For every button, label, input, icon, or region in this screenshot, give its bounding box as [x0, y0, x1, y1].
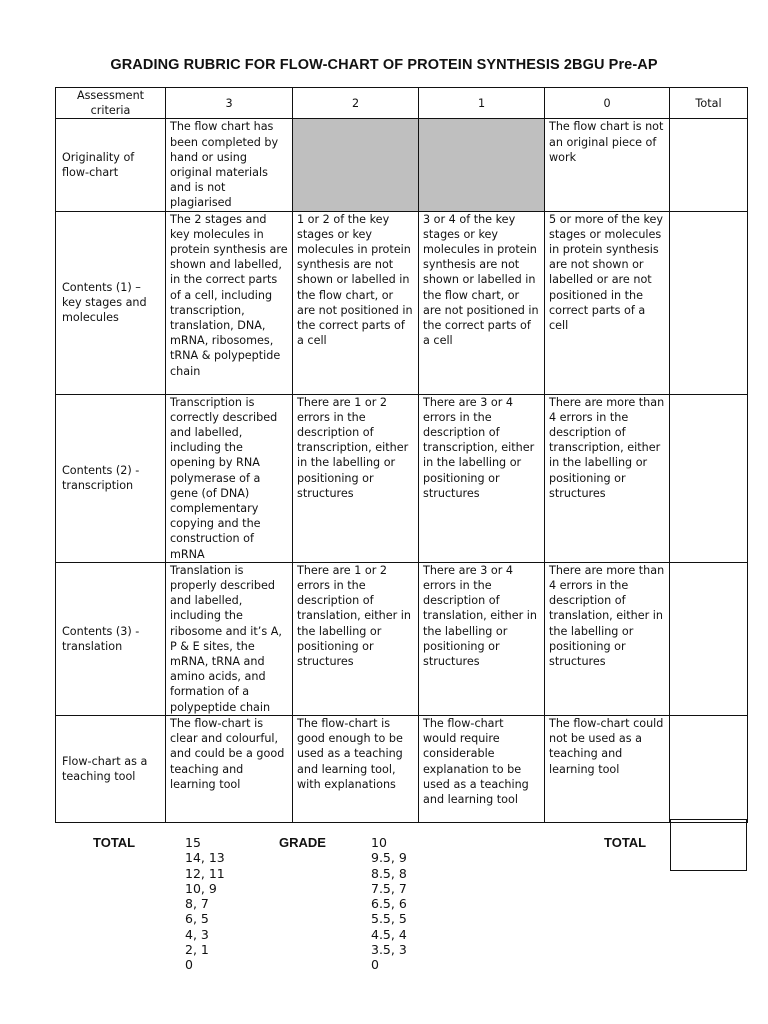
- score-2-cell: There are 1 or 2 errors in the description of translation, either in the labelling or positioning or structures: [293, 562, 419, 715]
- header-score-0: 0: [545, 88, 670, 119]
- score-2-cell: The flow-chart is good enough to be used as a teaching and learning tool, with explanations: [293, 715, 419, 822]
- list-item: 10: [371, 835, 387, 850]
- list-item: 5.5, 5: [371, 911, 407, 927]
- header-total: Total: [670, 88, 748, 119]
- score-0-cell: The flow-chart could not be used as a teaching and learning tool: [545, 715, 670, 822]
- score-1-cell: The flow-chart would require considerable explanation to be used as a teaching and learning tool: [419, 715, 545, 822]
- table-row: [56, 715, 748, 822]
- list-item: 14, 13: [185, 850, 225, 866]
- list-item: 10, 9: [185, 880, 217, 896]
- final-total-box[interactable]: [670, 819, 747, 871]
- list-item: 0: [185, 957, 193, 973]
- score-0-cell: 5 or more of the key stages or molecules in protein synthesis are not shown or labelled or are not positioned in the correct parts of a cell: [545, 211, 670, 394]
- list-item: 8, 7: [185, 896, 209, 912]
- total-cell[interactable]: [670, 211, 748, 394]
- header-score-2: 2: [293, 88, 419, 119]
- total-cell[interactable]: [670, 562, 748, 715]
- list-item: 2, 1: [185, 942, 209, 958]
- criteria-cell: Contents (1) – key stages and molecules: [56, 211, 166, 394]
- score-0-cell: The flow chart is not an original piece of work: [545, 119, 670, 211]
- criteria-cell: Flow-chart as a teaching tool: [56, 715, 166, 822]
- list-item: 6, 5: [185, 911, 209, 927]
- table-row: [56, 119, 748, 211]
- list-item: 6.5, 6: [371, 896, 407, 912]
- total-scores-list: [185, 835, 225, 973]
- list-item: 4, 3: [185, 926, 209, 942]
- list-item: 3.5, 3: [371, 942, 407, 958]
- score-3-cell: The flow-chart is clear and colourful, and could be a good teaching and learning tool: [166, 715, 293, 822]
- score-2-cell: There are 1 or 2 errors in the description of transcription, either in the labelling or positioning or structures: [293, 394, 419, 562]
- header-score-1: 1: [419, 88, 545, 119]
- score-0-cell: There are more than 4 errors in the description of translation, either in the labelling or positioning or structures: [545, 562, 670, 715]
- total-cell[interactable]: [670, 119, 748, 211]
- score-3-cell: Transcription is correctly described and labelled, including the opening by RNA polymerase of a gene (of DNA) complementary copying and the construction of mRNA: [166, 394, 293, 562]
- score-2-cell: 1 or 2 of the key stages or key molecules in protein synthesis are not shown or labelled in the flow chart, or are not positioned in the correct parts of a cell: [293, 211, 419, 394]
- list-item: 4.5, 4: [371, 926, 407, 942]
- list-item: 8.5, 8: [371, 865, 407, 881]
- table-row: [56, 211, 748, 394]
- score-3-cell: The 2 stages and key molecules in protein synthesis are shown and labelled, in the correct parts of a cell, including transcription, translation, DNA, mRNA, ribosomes, tRNA & polypeptide chain: [166, 211, 293, 394]
- list-item: 0: [371, 957, 379, 973]
- list-item: 9.5, 9: [371, 850, 407, 866]
- criteria-cell: Originality of flow-chart: [56, 119, 166, 211]
- score-1-cell-shaded: [419, 119, 545, 211]
- score-1-cell: There are 3 or 4 errors in the description of transcription, either in the labelling or positioning or structures: [419, 394, 545, 562]
- score-3-cell: Translation is properly described and labelled, including the ribosome and it’s A, P & E sites, the mRNA, tRNA and amino acids, and formation of a polypeptide chain: [166, 562, 293, 715]
- total-cell[interactable]: [670, 394, 748, 562]
- header-score-3: 3: [166, 88, 293, 119]
- score-3-cell: The flow chart has been completed by hand or using original materials and is not plagiarised: [166, 119, 293, 211]
- document-title: GRADING RUBRIC FOR FLOW-CHART OF PROTEIN SYNTHESIS 2BGU Pre-AP: [110, 57, 658, 73]
- score-0-cell: There are more than 4 errors in the description of transcription, either in the labelling or positioning or structures: [545, 394, 670, 562]
- list-item: 12, 11: [185, 865, 225, 881]
- list-item: 7.5, 7: [371, 880, 407, 896]
- table-row: [56, 562, 748, 715]
- criteria-cell: Contents (3) - translation: [56, 562, 166, 715]
- grades-list: [371, 835, 407, 973]
- footer-total-label-right: TOTAL: [604, 835, 647, 850]
- list-item: 15: [185, 835, 201, 850]
- score-1-cell: 3 or 4 of the key stages or key molecules in protein synthesis are not shown or labelled in the flow chart, or are not positioned in the correct parts of a cell: [419, 211, 545, 394]
- total-cell[interactable]: [670, 715, 748, 822]
- footer-grade-label: GRADE: [279, 835, 326, 850]
- table-row: [56, 394, 748, 562]
- score-1-cell: There are 3 or 4 errors in the description of translation, either in the labelling or positioning or structures: [419, 562, 545, 715]
- header-row: [56, 88, 748, 119]
- rubric-table: [55, 87, 748, 823]
- header-criteria: Assessment criteria: [56, 88, 166, 119]
- footer-total-label: TOTAL: [93, 835, 136, 850]
- criteria-cell: Contents (2) - transcription: [56, 394, 166, 562]
- score-2-cell-shaded: [293, 119, 419, 211]
